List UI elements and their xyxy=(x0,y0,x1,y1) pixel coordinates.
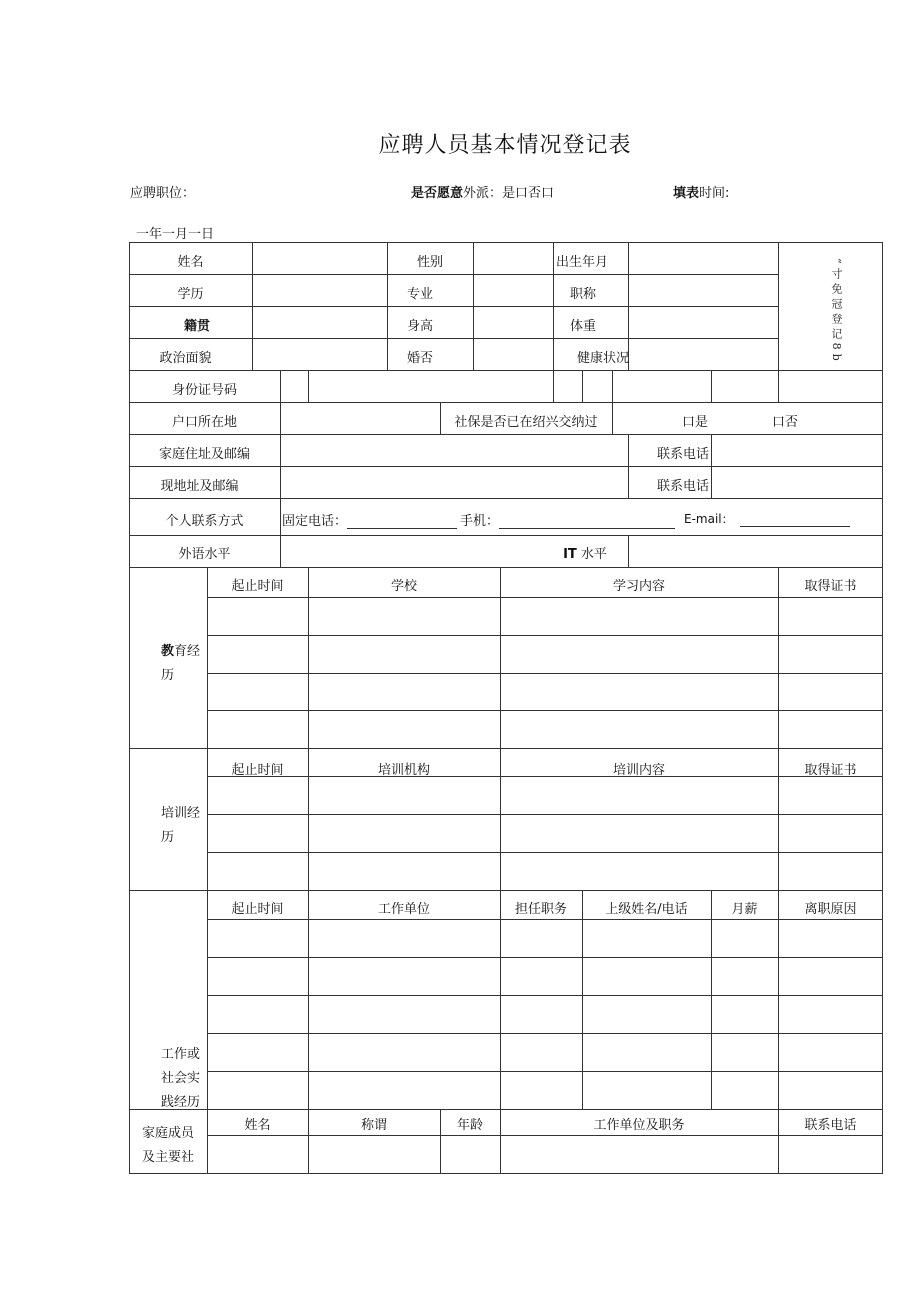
fill-bold: 填表 xyxy=(673,186,700,201)
language-label: 外语水平 xyxy=(178,547,231,562)
work-header-salary: 月薪 xyxy=(731,902,758,917)
birth-label: 出生年月 xyxy=(555,255,608,270)
home-address-label: 家庭住址及邮编 xyxy=(158,447,250,462)
train-header-content: 培训内容 xyxy=(612,763,665,778)
dispatch-question xyxy=(411,182,554,201)
work-header-employer: 工作单位 xyxy=(377,902,430,917)
work-header-role: 担任职务 xyxy=(514,902,567,917)
weight-label: 体重 xyxy=(569,319,596,334)
family-header-phone: 联系电话 xyxy=(804,1118,857,1133)
training-section-label-1: 培训经 xyxy=(161,806,201,821)
name-label: 姓名 xyxy=(177,255,204,270)
family-header-name: 姓名 xyxy=(244,1118,271,1133)
family-header-employer: 工作单位及职务 xyxy=(593,1118,685,1133)
gender-label: 性别 xyxy=(416,255,443,270)
current-phone-label: 联系电话 xyxy=(656,479,709,494)
current-address-label: 现地址及邮编 xyxy=(160,479,239,494)
work-section-label-1: 工作或 xyxy=(161,1047,201,1062)
home-phone-label: 联系电话 xyxy=(656,447,709,462)
it-rest: 水平 xyxy=(580,547,607,562)
it-level-label xyxy=(540,543,630,562)
family-header-relation: 称谓 xyxy=(360,1118,387,1133)
native-place-label: 籍贯 xyxy=(183,319,210,334)
work-section-label-3: 践经历 xyxy=(161,1095,201,1110)
train-header-institution: 培训机构 xyxy=(377,763,430,778)
marital-label: 婚否 xyxy=(406,351,433,366)
social-security-label: 社保是否已在绍兴交纳过 xyxy=(454,415,598,430)
work-header-period: 起止时间 xyxy=(231,902,284,917)
train-header-certificate: 取得证书 xyxy=(804,763,857,778)
social-security-no[interactable]: 口否 xyxy=(772,415,799,430)
social-security-yes[interactable]: 口是 xyxy=(682,415,709,430)
contact-label: 个人联系方式 xyxy=(165,514,244,529)
position-label: 应聘职位： xyxy=(130,186,196,201)
page-title: 应聘人员基本情况登记表 xyxy=(378,133,632,158)
landline-field[interactable] xyxy=(347,516,457,529)
email-label xyxy=(684,510,850,527)
edu-label-rest2: 历 xyxy=(161,668,175,683)
date-line: 一年一月一日 xyxy=(136,227,215,242)
landline-label xyxy=(282,510,457,529)
title-label: 职称 xyxy=(569,287,596,302)
family-section-label-1: 家庭成员 xyxy=(141,1126,194,1141)
work-section-label-2: 社会实 xyxy=(161,1071,201,1086)
train-header-period: 起止时间 xyxy=(231,763,284,778)
health-label: 健康状况 xyxy=(576,351,629,366)
hukou-label: 户口所在地 xyxy=(171,415,237,430)
email-text: E-mail： xyxy=(684,512,734,526)
dispatch-bold: 是否愿意 xyxy=(411,186,464,201)
landline-text: 固定电话： xyxy=(282,514,348,529)
training-section-label-2: 历 xyxy=(161,830,175,845)
edu-header-certificate: 取得证书 xyxy=(804,579,857,594)
work-header-supervisor: 上级姓名/电话 xyxy=(605,902,688,917)
it-bold: IT xyxy=(563,547,577,562)
family-header-age: 年龄 xyxy=(456,1118,483,1133)
height-label: 身高 xyxy=(406,319,433,334)
id-number-label: 身份证号码 xyxy=(171,383,237,398)
edu-header-school: 学校 xyxy=(390,579,417,594)
mobile-label xyxy=(460,510,675,529)
major-label: 专业 xyxy=(406,287,433,302)
political-label: 政治面貌 xyxy=(159,351,212,366)
edu-header-content: 学习内容 xyxy=(612,579,665,594)
education-label: 学历 xyxy=(177,287,204,302)
fill-rest: 时间: xyxy=(699,186,730,201)
mobile-text: 手机： xyxy=(460,514,500,529)
edu-label-rest1: 育经 xyxy=(174,644,201,659)
mobile-field[interactable] xyxy=(499,516,675,529)
family-section-label-2: 及主要社 xyxy=(141,1150,194,1165)
work-header-leave-reason: 离职原因 xyxy=(804,902,857,917)
education-section-label xyxy=(161,640,200,659)
email-field[interactable] xyxy=(740,514,850,527)
dispatch-rest: 外派：是口否口 xyxy=(463,186,555,201)
photo-area: “寸免冠登记8b xyxy=(830,258,843,365)
edu-label-bold: 教 xyxy=(161,644,175,659)
edu-header-period: 起止时间 xyxy=(231,579,284,594)
fill-time xyxy=(673,182,729,201)
